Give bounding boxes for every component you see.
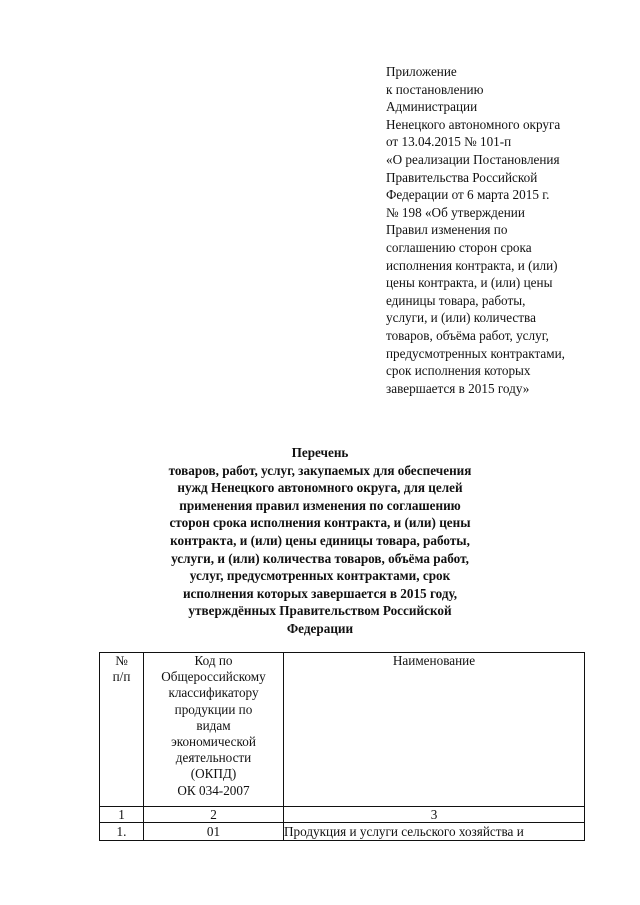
column-numbers-row [100,807,585,823]
column-number: 3 [284,807,585,823]
column-number: 1 [100,807,144,823]
annex-line: № 198 «Об утверждении [386,204,525,220]
header-number [100,653,144,807]
header-code [144,653,284,807]
header-name [284,653,585,807]
annex-line: Приложение [386,64,457,79]
annex-line: единицы товара, работы, [386,292,526,308]
title-line: товаров, работ, услуг, закупаемых для обеспечения [168,462,472,478]
goods-table [99,652,585,841]
header-line: № [115,653,128,668]
column-number: 2 [144,807,284,823]
title-line: Перечень [291,445,349,460]
title-line: Федерации [286,620,354,636]
title-line: утверждённых Правительством Российской [188,603,452,619]
header-line: Код по [194,653,233,668]
annex-line: Правил изменения по [386,222,508,238]
header-line: Общероссийскому [161,669,266,685]
annex-line: срок исполнения которых [386,363,531,379]
title-line: услуги, и (или) количества товаров, объёма работ, [171,550,469,566]
header-line: п/п [112,669,131,685]
row-code: 01 [144,823,284,841]
header-line: продукции по [174,701,253,717]
annex-line: цены контракта, и (или) цены [386,275,553,291]
header-line: (ОКПД) [190,766,237,782]
title-line: исполнения которых завершается в 2015 году, [182,585,458,601]
annex-line: завершается в 2015 году» [386,380,530,396]
annex-line: соглашению сторон срока [386,239,532,255]
header-line: ОК 034-2007 [177,782,250,798]
title-line: нужд Ненецкого автономного округа, для целей [177,480,463,496]
header-line: видам [196,717,231,733]
annex-line: Федерации от 6 марта 2015 г. [386,187,550,203]
annex-block [386,63,626,397]
annex-line: предусмотренных контрактами, [386,345,565,361]
annex-line: от 13.04.2015 № 101-п [386,134,512,150]
header-line: экономической [171,734,256,750]
header-line: классификатору [168,685,259,701]
header-line: Наименование [392,653,476,668]
annex-line: к постановлению [386,81,484,97]
annex-line: «О реализации Постановления [386,151,560,167]
row-number: 1. [100,823,144,841]
row-name: Продукция и услуги сельского хозяйства и [284,823,585,841]
header-line: деятельности [175,750,252,766]
table-row [100,823,585,841]
annex-line: исполнения контракта, и (или) [386,257,558,273]
title-line: контракта, и (или) цены единицы товара, работы, [170,532,470,548]
table-header-row [100,653,585,807]
document-title [100,444,540,638]
title-line: услуг, предусмотренных контрактами, срок [189,568,451,584]
annex-line: Администрации [386,99,478,115]
annex-line: товаров, объёма работ, услуг, [386,327,549,343]
title-line: сторон срока исполнения контракта, и (или) цены [169,515,471,531]
annex-line: услуги, и (или) количества [386,310,536,326]
annex-line: Ненецкого автономного округа [386,116,561,132]
title-line: применения правил изменения по соглашению [179,497,461,513]
annex-line: Правительства Российской [386,169,538,185]
